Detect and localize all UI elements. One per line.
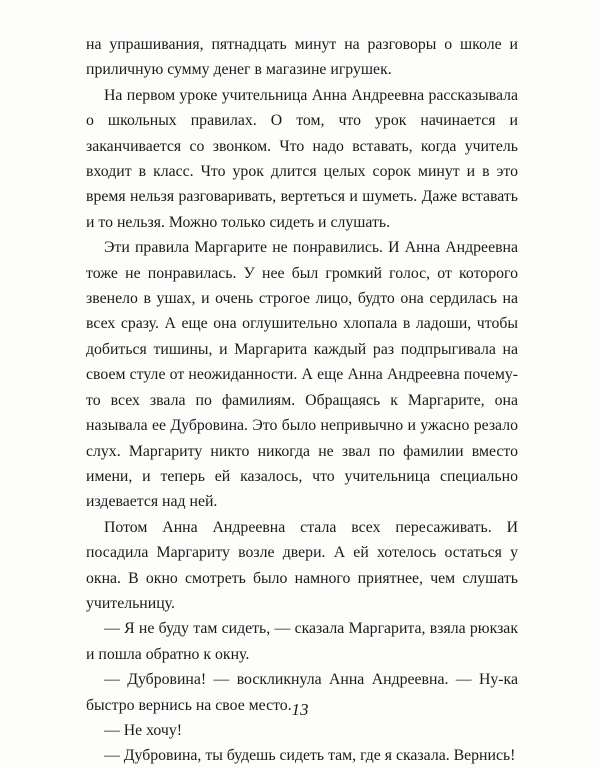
- paragraph-3: Эти правила Маргарите не понравились. И Анна Андреевна тоже не понравилась. У нее был громкий голос, от которого звенело в ушах, и очень строгое лицо, будто она сердилась на всех сразу. А еще она оглушительно хлопала в ладоши, чтобы добиться тишины, и Маргарита каждый раз подпрыгивала на своем стуле от неожиданности. А еще Анна Андреевна почему-то всех звала по фамилиям. Обращаясь к Маргарите, она называла ее Дубровина. Это было непривычно и ужасно резало слух. Маргариту никто никогда не звал по фамилии вместо имени, и теперь ей казалось, что учительница специально издевается над ней.: [86, 239, 518, 511]
- paragraph-4: Потом Анна Андреевна стала всех пересаживать. И посадила Маргариту возле двери. А ей хотелось остаться у окна. В окно смотреть было намного приятнее, чем слушать учительницу.: [86, 518, 518, 612]
- page-number: 13: [291, 700, 309, 719]
- paragraph-1: на упрашивания, пятнадцать минут на разговоры о школе и приличную сумму денег в магазине игрушек.: [86, 36, 518, 79]
- paragraph-8: — Дубровина, ты будешь сидеть там, где я сказала. Вернись!: [104, 747, 516, 765]
- paragraph-7: — Не хочу!: [104, 721, 183, 739]
- paragraph-6: — Дубровина! — воскликнула Анна Андреевна. — Ну-ка быстро вернись на свое место.: [86, 671, 518, 714]
- paragraph-2: На первом уроке учительница Анна Андреевна рассказывала о школьных правилах. О том, что урок начинается и заканчивается со звонком. Что надо вставать, когда учитель входит в класс. Что урок длится целых сорок минут и в это время нельзя разговаривать, вертеться и шуметь. Даже вставать и то нельзя. Можно только сидеть и слушать.: [86, 86, 518, 231]
- page-text: [86, 32, 518, 769]
- paragraph-5: — Я не буду там сидеть, — сказала Маргарита, взяла рюкзак и пошла обратно к окну.: [86, 620, 518, 663]
